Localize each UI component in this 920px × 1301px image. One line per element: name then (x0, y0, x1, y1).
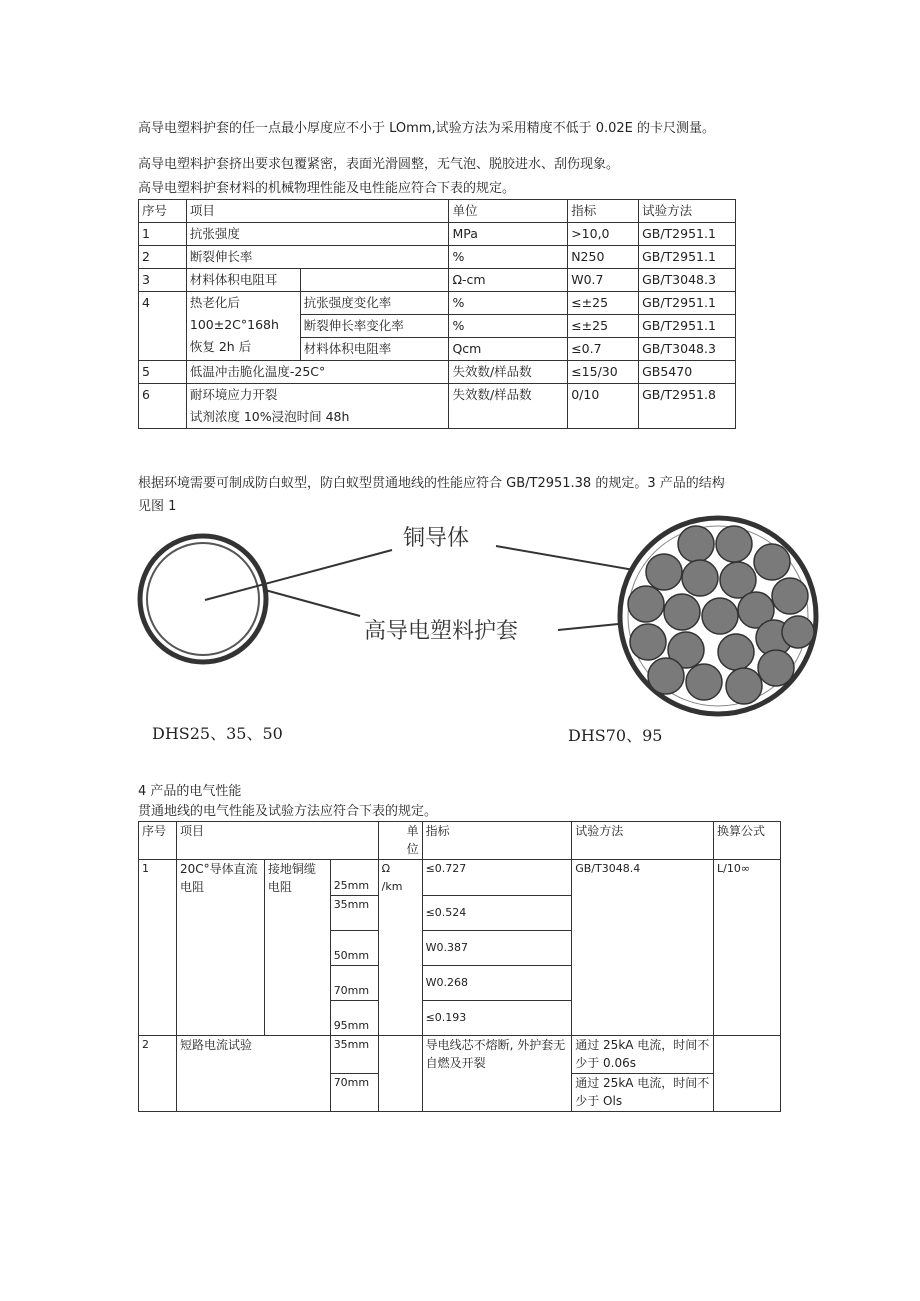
cell-subitem: 断裂伸长率变化率 (300, 315, 449, 338)
cell-spec: W0.387 (422, 931, 572, 966)
table-header-row (139, 822, 781, 860)
cell-no: 5 (139, 361, 187, 384)
cell-item: 抗张强度 (186, 223, 449, 246)
leader-line-sheath-left (265, 590, 360, 616)
cell-unit-line: Ω (381, 862, 391, 875)
paragraph-table2-intro: 贯通地线的电气性能及试验方法应符合下表的规定。 (138, 804, 438, 819)
item-line: 恢复 2h 后 (189, 339, 252, 354)
cell-spec: ≤±25 (568, 292, 639, 315)
cell-spec: ≤0.727 (422, 860, 572, 896)
cell-no: 2 (139, 1036, 177, 1112)
electrical-table (138, 821, 781, 1112)
cell-unit-empty (378, 1036, 422, 1112)
callout-sheath: 高导电塑料护套 (364, 619, 519, 644)
cell-unit (378, 860, 422, 1036)
cell-empty (300, 269, 449, 292)
header-no: 序号 (139, 822, 177, 860)
small-cable-sheath (140, 536, 266, 662)
cell-unit: Ω-cm (449, 269, 568, 292)
cell-subitem: 抗张强度变化率 (300, 292, 449, 315)
cell-spec: 导电线芯不熔断, 外护套无自燃及开裂 (422, 1036, 572, 1112)
cell-no: 4 (139, 292, 187, 361)
cell-spec: >10,0 (568, 223, 639, 246)
cell-size: 25mm (330, 860, 378, 896)
header-item: 项目 (176, 822, 378, 860)
header-no: 序号 (139, 200, 187, 223)
paragraph-figure-ref: 见图 1 (138, 499, 177, 514)
item-line: 试剂浓度 10%浸泡时间 48h (189, 409, 350, 424)
header-item: 项目 (186, 200, 449, 223)
cell-formula: L/10∞ (713, 860, 780, 1036)
cell-method: GB/T3048.3 (639, 269, 736, 292)
table-row (139, 1036, 781, 1074)
section-heading: 4 产品的电气性能 (138, 784, 242, 799)
cell-item: 材料体积电阻耳 (186, 269, 300, 292)
header-unit: 单位 (449, 200, 568, 223)
table-row (139, 246, 736, 269)
cell-method: GB/T2951.1 (639, 315, 736, 338)
cell-size: 50mm (330, 931, 378, 966)
cell-spec: ≤0.193 (422, 1001, 572, 1036)
table-row (139, 292, 736, 315)
callout-conductor: 铜导体 (403, 526, 470, 551)
cell-method: GB/T3048.3 (639, 338, 736, 361)
cell-method: GB/T2951.8 (639, 384, 736, 429)
table-row (139, 860, 781, 896)
cell-spec: ≤±25 (568, 315, 639, 338)
header-method: 试验方法 (572, 822, 714, 860)
header-formula: 换算公式 (713, 822, 780, 860)
cell-method: 通过 25kA 电流，时间不少于 0.06s (572, 1036, 714, 1074)
table-row (139, 269, 736, 292)
cell-subitem: 接地铜缆电阻 (264, 860, 330, 1036)
cell-size: 35mm (330, 1036, 378, 1074)
cell-unit: Qcm (449, 338, 568, 361)
header-unit-line: 位 (406, 842, 419, 856)
header-spec: 指标 (422, 822, 572, 860)
cell-item: 断裂伸长率 (186, 246, 449, 269)
cell-item-heat-aging (186, 292, 300, 361)
cell-size: 70mm (330, 1074, 378, 1112)
properties-table (138, 199, 736, 429)
paragraph-table1-intro: 高导电塑料护套材料的机械物理性能及电性能应符合下表的规定。 (138, 181, 516, 196)
cell-item: 20C°导体直流电阻 (176, 860, 264, 1036)
cell-spec: ≤0.524 (422, 896, 572, 931)
item-line: 100±2C°168h (189, 317, 279, 332)
figure-label-right: DHS70、95 (568, 726, 663, 745)
cell-unit: 失效数/样品数 (449, 384, 568, 429)
cell-size: 35mm (330, 896, 378, 931)
cell-spec: 0/10 (568, 384, 639, 429)
item-line: 耐环境应力开裂 (189, 387, 278, 402)
cell-size: 95mm (330, 1001, 378, 1036)
cell-method: GB5470 (639, 361, 736, 384)
cell-method: GB/T3048.4 (572, 860, 714, 1036)
cell-method: GB/T2951.1 (639, 292, 736, 315)
cell-unit: 失效数/样品数 (449, 361, 568, 384)
cell-item: 短路电流试验 (176, 1036, 330, 1112)
cell-method: 通过 25kA 电流，时间不少于 Ols (572, 1074, 714, 1112)
cell-unit: % (449, 246, 568, 269)
cell-method: GB/T2951.1 (639, 223, 736, 246)
paragraph-thickness: 高导电塑料护套的任一点最小厚度应不小于 LOmm,试验方法为采用精度不低于 0.02E 的卡尺测量。 (138, 121, 716, 136)
table-header-row (139, 200, 736, 223)
cell-size: 70mm (330, 966, 378, 1001)
cell-no: 2 (139, 246, 187, 269)
item-line: 热老化后 (189, 295, 240, 310)
cell-no: 1 (139, 860, 177, 1036)
cell-spec: W0.268 (422, 966, 572, 1001)
cell-formula-empty (713, 1036, 780, 1112)
cell-no: 3 (139, 269, 187, 292)
cell-no: 1 (139, 223, 187, 246)
table-row (139, 361, 736, 384)
cell-unit: MPa (449, 223, 568, 246)
cell-unit-line: /km (381, 880, 403, 893)
paragraph-termite: 根据环境需要可制成防白蚁型，防白蚁型贯通地线的性能应符合 GB/T2951.38 的规定。3 产品的结构 (138, 476, 725, 491)
cell-no: 6 (139, 384, 187, 429)
cell-spec: W0.7 (568, 269, 639, 292)
cell-unit: % (449, 292, 568, 315)
figure-label-left: DHS25、35、50 (152, 724, 283, 743)
cell-spec: ≤0.7 (568, 338, 639, 361)
header-unit (378, 822, 422, 860)
cell-unit: % (449, 315, 568, 338)
cell-spec: N250 (568, 246, 639, 269)
cell-spec: ≤15/30 (568, 361, 639, 384)
table-row (139, 223, 736, 246)
cell-item (186, 384, 449, 429)
paragraph-extrusion: 高导电塑料护套挤出要求包覆紧密，表面光滑圆整，无气泡、脱胶进水、刮伤现象。 (138, 157, 620, 172)
cell-subitem: 材料体积电阻率 (300, 338, 449, 361)
header-unit-line: 单 (406, 824, 419, 838)
table-row (139, 384, 736, 429)
header-spec: 指标 (568, 200, 639, 223)
cell-item: 低温冲击脆化温度-25C° (186, 361, 449, 384)
cell-method: GB/T2951.1 (639, 246, 736, 269)
header-method: 试验方法 (639, 200, 736, 223)
